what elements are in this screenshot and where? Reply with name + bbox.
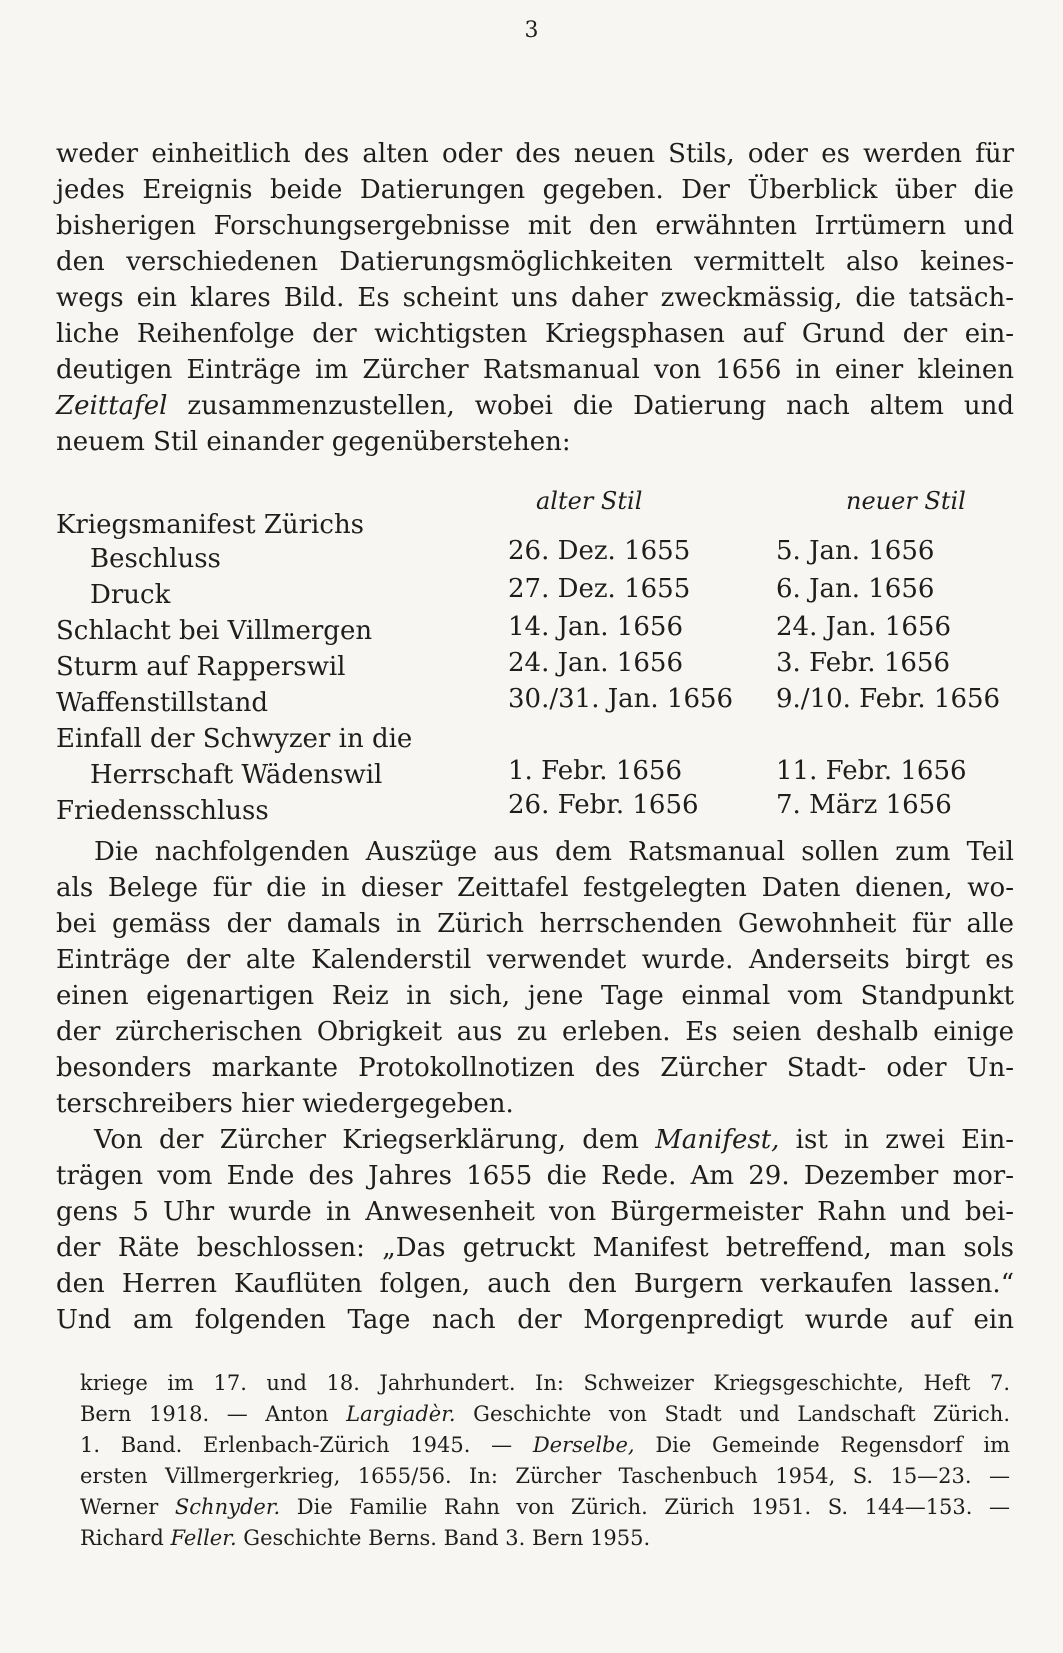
date-old-style: 27. Dez. 1655 [508,574,691,604]
date-old-style: 30./31. Jan. 1656 [508,684,734,714]
event-label: Sturm auf Rapperswil [56,652,346,682]
date-new-style: 24. Jan. 1656 [776,612,951,642]
date-old-style: 14. Jan. 1656 [508,612,683,642]
timeline-row [56,721,1014,757]
timeline-row [56,790,1014,829]
text-line: terschreibers hier wiedergegeben. [56,1089,514,1119]
event-label: Beschluss [90,544,221,574]
text-fragment: Von der Zürcher Kriegserklärung, dem [94,1125,656,1155]
footnotes [80,1368,1010,1554]
date-new-style: 3. Febr. 1656 [776,648,950,678]
text-fragment: Die Familie Rahn von Zürich. Zürich 1951. S. 144—153. — [280,1495,1011,1519]
paragraph-intro [56,136,1014,460]
text-fragment: Geschichte Berns. Band 3. Bern 1955. [236,1526,651,1550]
text-fragment: zusammenzustellen, wobei die Datierung nach altem und [167,391,1014,421]
text-line: den verschiedenen Datierungsmöglichkeiten vermittelt also keines- [56,247,1014,277]
page-number: 3 [524,18,539,43]
text-line: besonders markante Protokollnotizen des Zürcher Stadt- oder Un- [56,1053,1014,1083]
timeline-heading: Kriegsmanifest Zürichs [56,510,365,540]
author-name: Largiadèr. [346,1402,456,1426]
text-line: neuem Stil einander gegenüberstehen: [56,427,571,457]
text-line: der Räte beschlossen: „Das getruckt Manifest betreffend, man sols [56,1233,1014,1263]
event-label: Druck [90,580,171,610]
event-label: Einfall der Schwyzer in die [56,724,413,754]
footnote-line [80,1399,1010,1430]
event-label: Friedensschluss [56,796,269,826]
date-new-style: 7. März 1656 [776,790,952,820]
footnote-line [80,1523,1010,1554]
text-line: liche Reihenfolge der wichtigsten Kriegsphasen auf Grund der ein- [56,319,1014,349]
event-label: Waffenstillstand [56,688,268,718]
text-fragment: Werner [80,1495,175,1519]
footnote-line [80,1492,1010,1523]
text-line: jedes Ereignis beide Datierungen gegeben. Der Überblick über die [56,175,1014,205]
author-name: Feller. [170,1526,237,1550]
footnote-line: kriege im 17. und 18. Jahrhundert. In: Schweizer Kriegsgeschichte, Heft 7. [80,1371,1010,1395]
footnote-line: ersten Villmergerkrieg, 1655/56. In: Zürcher Taschenbuch 1954, S. 15—23. — [80,1464,1010,1488]
text-line: weder einheitlich des alten oder des neuen Stils, oder es werden für [56,139,1014,169]
date-new-style: 5. Jan. 1656 [776,536,935,566]
text-fragment: Die Gemeinde Regensdorf im [634,1433,1011,1457]
timeline-row [56,649,1014,685]
timeline-row [56,613,1014,649]
text-line: gens 5 Uhr wurde in Anwesenheit von Bürgermeister Rahn und bei- [56,1197,1014,1227]
author-name: Derselbe, [532,1433,635,1457]
date-old-style: 26. Febr. 1656 [508,790,699,820]
text-line: trägen vom Ende des Jahres 1655 die Rede. Am 29. Dezember mor- [56,1161,1014,1191]
text-line: bei gemäss der damals in Zürich herrschenden Gewohnheit für alle [56,909,1014,939]
timeline-table [56,487,1014,829]
date-new-style: 9./10. Febr. 1656 [776,684,1001,714]
text-line: als Belege für die in dieser Zeittafel festgelegten Daten dienen, wo- [56,873,1014,903]
column-header-new-style: neuer Stil [846,487,966,515]
text-line [56,1122,1014,1158]
author-name: Schnyder. [174,1495,281,1519]
text-line: einen eigenartigen Reiz in sich, jene Tage einmal vom Standpunkt [56,981,1014,1011]
text-fragment: 1. Band. Erlenbach-Zürich 1945. — [80,1433,533,1457]
event-label: Herrschaft Wädenswil [90,760,383,790]
event-label: Schlacht bei Villmergen [56,616,373,646]
text-fragment: Richard [80,1526,171,1550]
text-line: Und am folgenden Tage nach der Morgenpredigt wurde auf ein [56,1305,1014,1335]
text-line: den Herren Kauflüten folgen, auch den Burgern verkaufen lassen.“ [56,1269,1014,1299]
date-new-style: 11. Febr. 1656 [776,756,967,786]
text-line: Einträge der alte Kalenderstil verwendet wurde. Anderseits birgt es [56,945,1014,975]
emphasis-manifest: Manifest, [655,1125,780,1155]
timeline-row [56,574,1014,613]
date-old-style: 24. Jan. 1656 [508,648,683,678]
date-old-style: 1. Febr. 1656 [508,756,682,786]
text-fragment: ist in zwei Ein- [779,1125,1014,1155]
text-fragment: Geschichte von Stadt und Landschaft Zürich. [455,1402,1010,1426]
paragraph-excerpts [56,834,1014,1122]
text-line: Die nachfolgenden Auszüge aus dem Ratsmanual sollen zum Teil [94,837,1014,867]
text-line [56,388,1014,424]
date-new-style: 6. Jan. 1656 [776,574,935,604]
text-line: der zürcherischen Obrigkeit aus zu erleben. Es seien deshalb einige [56,1017,1014,1047]
paragraph-manifest [56,1122,1014,1338]
text-fragment: Bern 1918. — Anton [80,1402,347,1426]
text-line: bisherigen Forschungsergebnisse mit den erwähnten Irrtümern und [56,211,1014,241]
emphasis-zeittafel: Zeittafel [56,391,168,421]
text-line: wegs ein klares Bild. Es scheint uns daher zweckmässig, die tatsäch- [56,283,1014,313]
text-line: deutigen Einträge im Zürcher Ratsmanual von 1656 in einer kleinen [56,355,1014,385]
footnote-line [80,1430,1010,1461]
column-header-old-style: alter Stil [536,487,643,515]
date-old-style: 26. Dez. 1655 [508,536,691,566]
timeline-row [56,685,1014,721]
